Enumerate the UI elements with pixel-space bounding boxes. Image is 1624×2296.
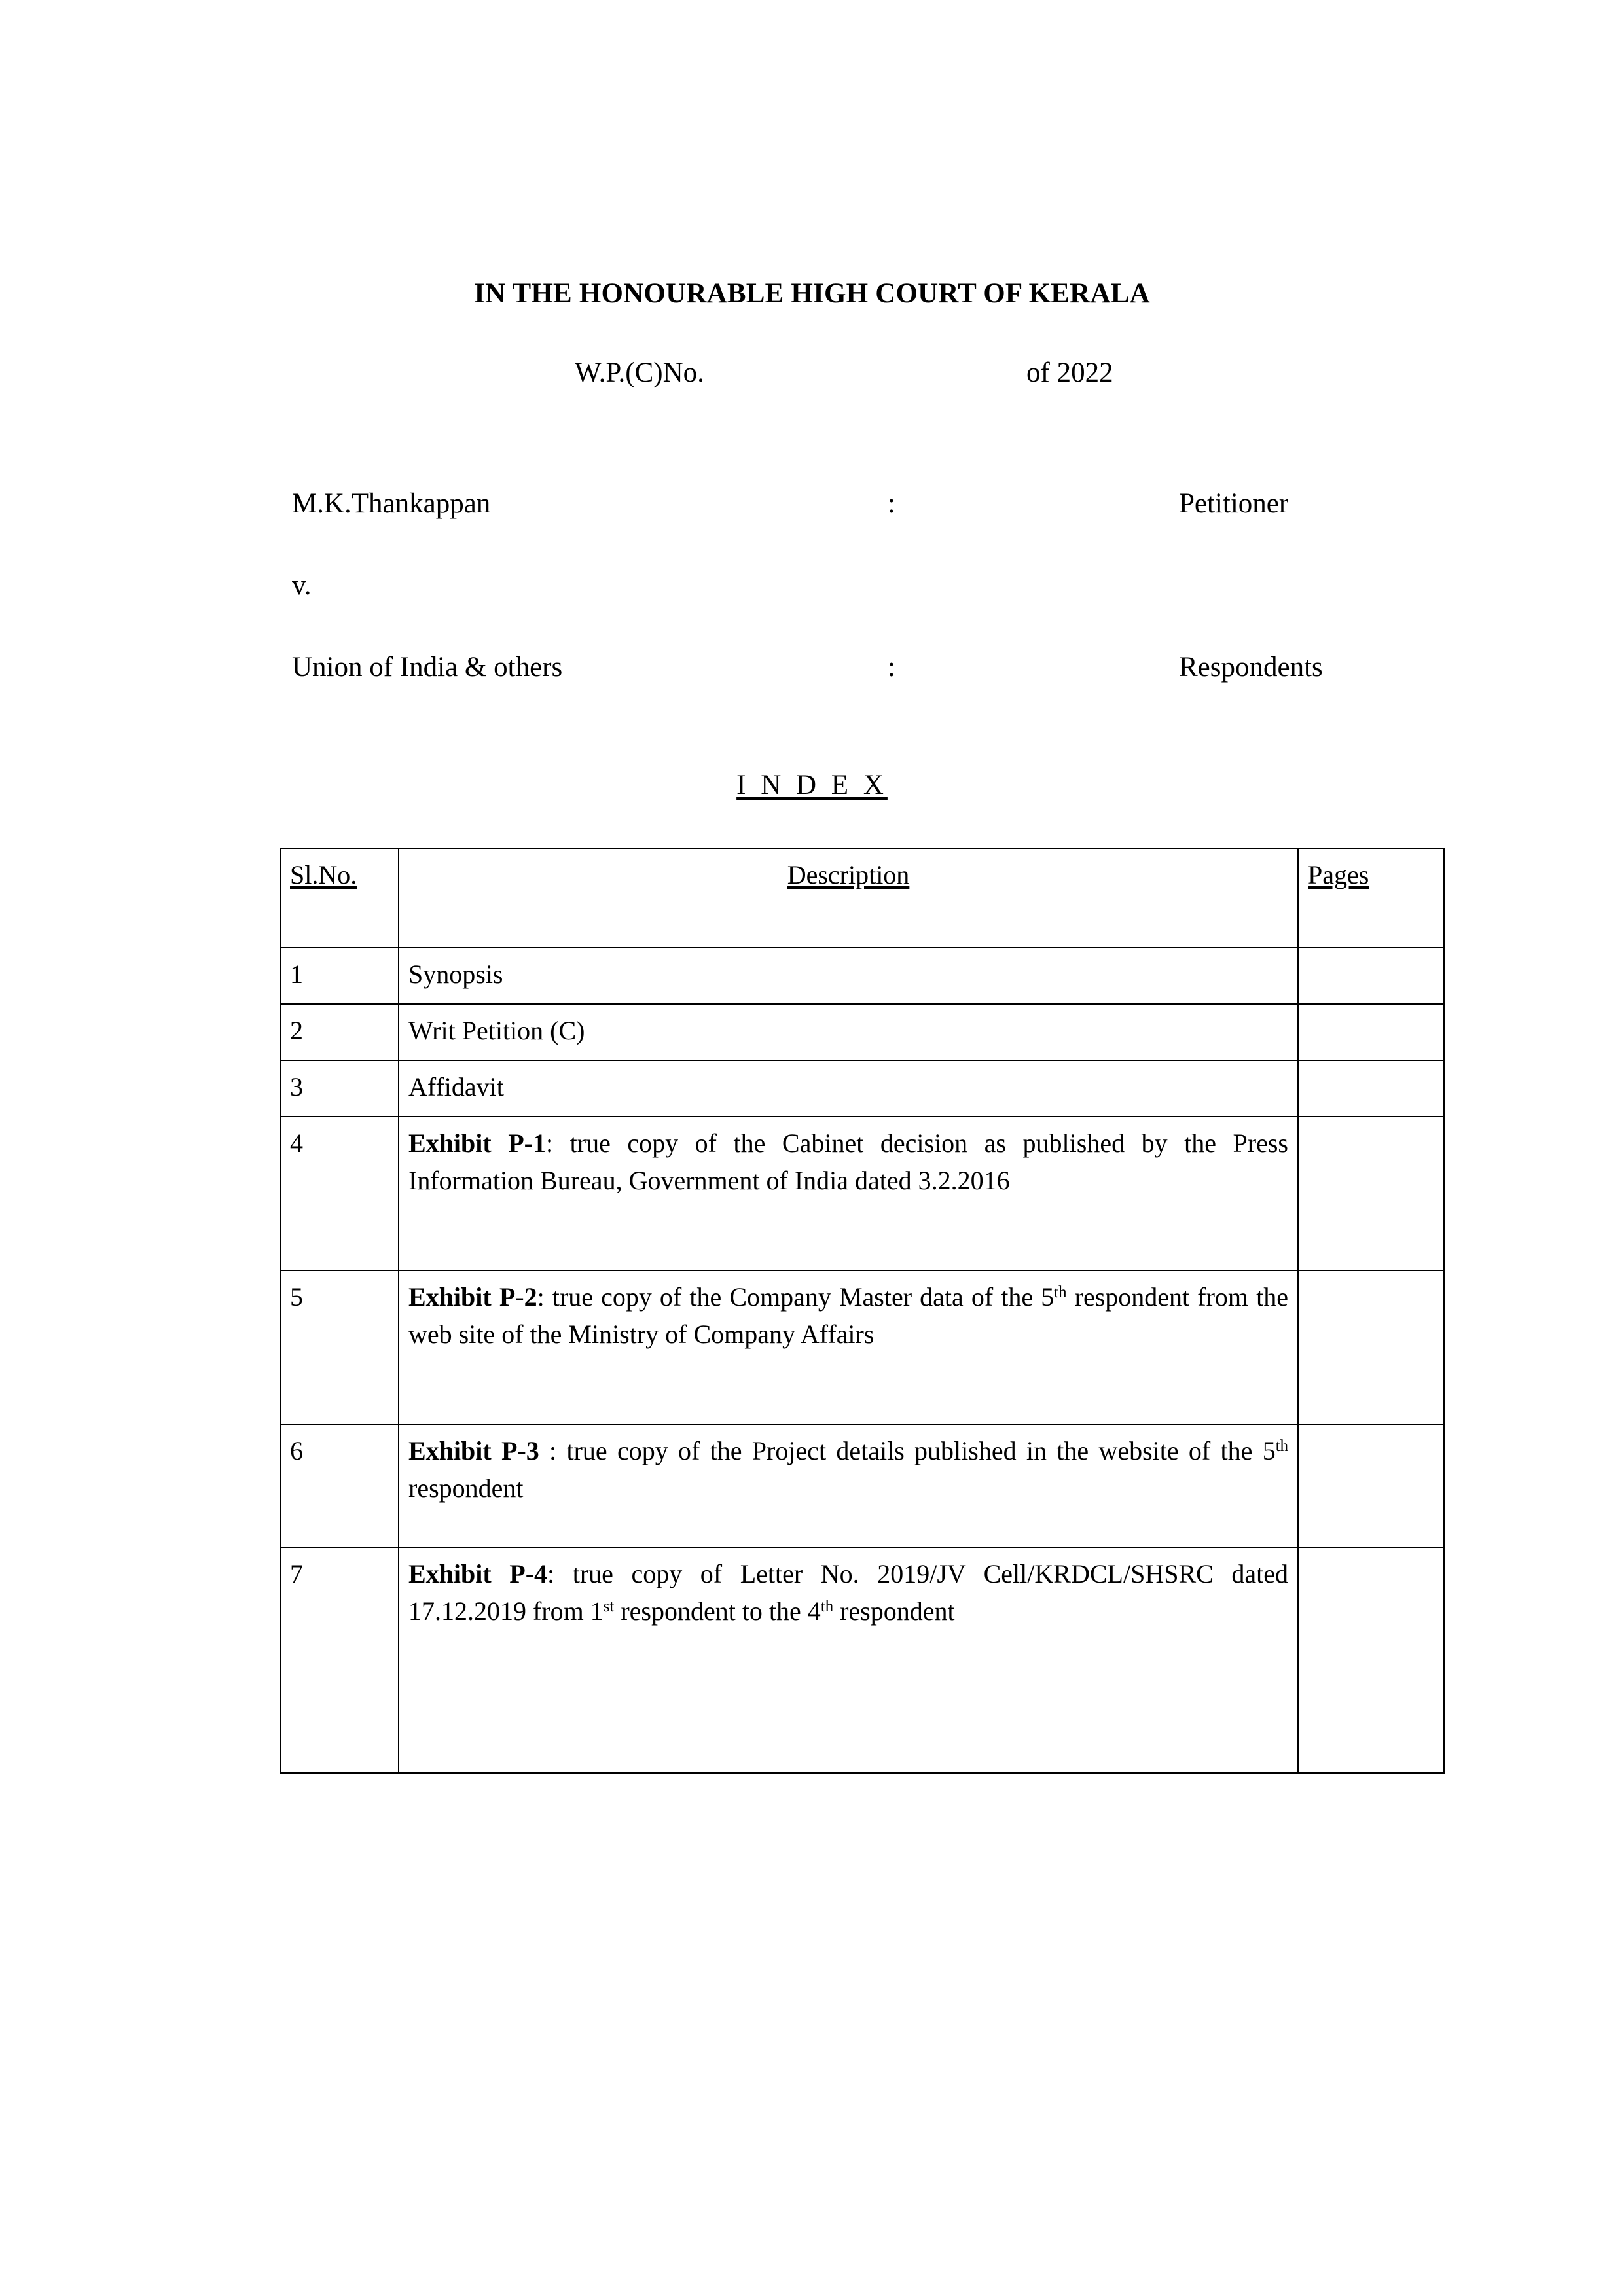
cell-pages (1298, 1424, 1444, 1547)
petitioner-role-label: Petitioner (1179, 488, 1289, 519)
versus-label: v. (292, 570, 312, 601)
index-heading-text: I N D E X (736, 770, 888, 800)
cell-sl-no: 2 (280, 1004, 399, 1060)
exhibit-description: : true copy of the Cabinet decision as published by the Press Information Bureau, Government of India dated 3.2.2016 (408, 1128, 1288, 1195)
index-table (280, 848, 1445, 1774)
cell-description (399, 1117, 1298, 1270)
exhibit-description: : true copy of the Company Master data of the 5th respondent from the web site of the Ministry of Company Affairs (408, 1282, 1288, 1349)
cell-description: Affidavit (399, 1060, 1298, 1117)
petitioner-separator: : (888, 488, 895, 519)
cell-description (399, 1270, 1298, 1424)
table-row (280, 948, 1444, 1004)
cell-pages (1298, 1004, 1444, 1060)
cell-sl-no: 5 (280, 1270, 399, 1424)
column-header-pages (1298, 848, 1444, 948)
table-row (280, 1117, 1444, 1270)
cell-sl-no: 4 (280, 1117, 399, 1270)
case-number-line (575, 357, 1426, 389)
column-header-pages-label: Pages (1308, 860, 1369, 889)
table-row (280, 1004, 1444, 1060)
respondent-name: Union of India & others (292, 652, 563, 683)
cell-pages (1298, 1060, 1444, 1117)
party-row-versus (292, 569, 1470, 601)
respondent-separator: : (888, 652, 895, 683)
column-header-sl-no (280, 848, 399, 948)
table-row (280, 1270, 1444, 1424)
cell-sl-no: 7 (280, 1547, 399, 1773)
party-row-respondent (292, 651, 1470, 683)
respondent-role-label: Respondents (1179, 652, 1323, 683)
party-row-petitioner (292, 488, 1470, 520)
cell-sl-no: 1 (280, 948, 399, 1004)
cell-pages (1298, 948, 1444, 1004)
cell-description: Writ Petition (C) (399, 1004, 1298, 1060)
court-title: IN THE HONOURABLE HIGH COURT OF KERALA (474, 278, 1150, 309)
cell-sl-no: 3 (280, 1060, 399, 1117)
table-header-row (280, 848, 1444, 948)
cell-pages (1298, 1547, 1444, 1773)
column-header-description-label: Description (787, 860, 910, 889)
exhibit-label: Exhibit P-1 (408, 1128, 547, 1158)
cell-description (399, 1547, 1298, 1773)
cell-description: Synopsis (399, 948, 1298, 1004)
column-header-sl-no-label: Sl.No. (290, 860, 357, 889)
cell-sl-no: 6 (280, 1424, 399, 1547)
index-heading (0, 769, 1624, 801)
exhibit-description: : true copy of the Project details published in the website of the 5th respondent (408, 1436, 1288, 1503)
cell-description (399, 1424, 1298, 1547)
exhibit-description: : true copy of Letter No. 2019/JV Cell/KRDCL/SHSRC dated 17.12.2019 from 1st respondent to the 4th respondent (408, 1559, 1288, 1626)
table-row (280, 1424, 1444, 1547)
cell-pages (1298, 1270, 1444, 1424)
exhibit-label: Exhibit P-3 (408, 1436, 539, 1465)
column-header-description (399, 848, 1298, 948)
exhibit-label: Exhibit P-4 (408, 1559, 548, 1588)
table-row (280, 1547, 1444, 1773)
petitioner-name: M.K.Thankappan (292, 488, 491, 519)
table-row (280, 1060, 1444, 1117)
exhibit-label: Exhibit P-2 (408, 1282, 537, 1312)
case-year-label: of 2022 (1026, 357, 1113, 388)
cell-pages (1298, 1117, 1444, 1270)
case-number-label: W.P.(C)No. (575, 357, 704, 388)
